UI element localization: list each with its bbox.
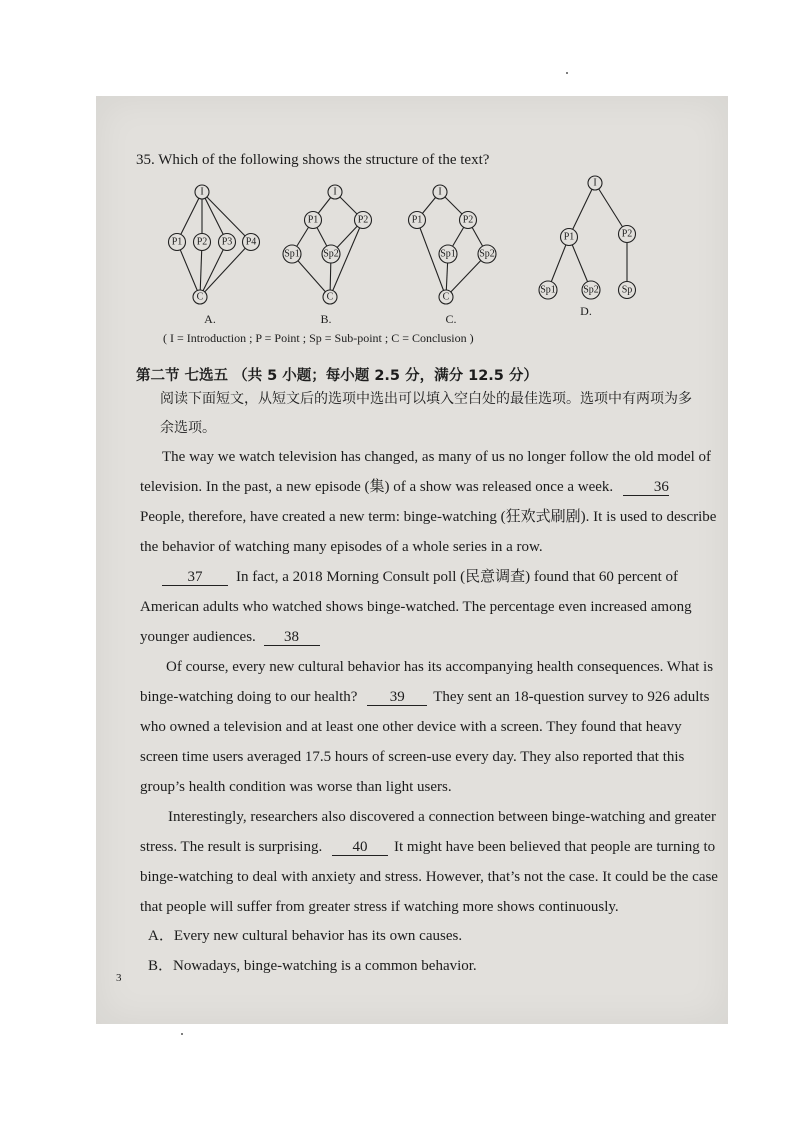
node-intro-label: I	[333, 186, 337, 198]
passage-paragraph-4	[140, 802, 718, 922]
passage-line	[140, 682, 710, 712]
passage-text: They sent an 18-question survey to 926 adults	[433, 689, 710, 705]
node-p2-label: P2	[196, 236, 208, 248]
diagram-b	[283, 185, 372, 326]
passage-line: People, therefore, have created a new term: binge-watching (狂欢式刷剧). It is used to describe	[140, 509, 717, 525]
passage-line	[140, 562, 700, 592]
passage-line: group’s health condition was worse than light users.	[140, 779, 452, 795]
passage-line: that people will suffer from greater stress if watching more shows continuously.	[140, 899, 619, 915]
node-intro-label: I	[438, 186, 442, 198]
section-heading: 第二节 七选五 （共 5 小题；每小题 2.5 分，满分 12.5 分）	[136, 368, 538, 384]
structure-diagrams-svg	[150, 170, 650, 340]
passage-text: It might have been believed that people are turning to	[393, 839, 716, 855]
diagram-c	[409, 185, 497, 326]
passage-line	[140, 622, 700, 652]
option-c-label: C.	[445, 312, 457, 326]
node-p3-label: P3	[221, 236, 233, 248]
page-number: 3	[116, 972, 122, 984]
node-p2-label: P2	[462, 214, 474, 226]
option-a-label: A.	[204, 312, 216, 326]
node-conclusion-label: C	[326, 291, 334, 303]
speck	[181, 1033, 183, 1035]
question-35-stem: 35. Which of the following shows the structure of the text?	[136, 152, 490, 168]
blank-40: 40	[332, 839, 388, 856]
blank-37: 37	[162, 569, 228, 586]
answer-option-a: A．Every new cultural behavior has its own causes.	[148, 928, 463, 944]
node-conclusion-label: C	[442, 291, 450, 303]
node-sp2-label: Sp2	[479, 248, 495, 260]
passage-text: television. In the past, a new episode (集) of a show was released once a week.	[140, 479, 614, 495]
passage-line: who owned a television and at least one other device with a screen. They found that heavy	[140, 719, 682, 735]
node-intro-label: I	[200, 186, 204, 198]
node-p1-label: P1	[411, 214, 423, 226]
passage-paragraph-3	[140, 652, 714, 802]
diagram-legend: ( I = Introduction ; P = Point ; Sp = Sub-point ; C = Conclusion )	[163, 331, 474, 345]
passage-line	[140, 472, 700, 502]
answer-option-b: B．Nowadays, binge-watching is a common behavior.	[148, 958, 477, 974]
passage-line: the behavior of watching many episodes of a whole series in a row.	[140, 539, 543, 555]
passage-paragraph-2	[140, 562, 700, 652]
node-p1-label: P1	[171, 236, 183, 248]
blank-36: 36	[623, 479, 669, 496]
node-p2-label: P2	[357, 214, 369, 226]
passage-line	[140, 832, 716, 862]
passage-line: Of course, every new cultural behavior has its accompanying health consequences. What is	[166, 659, 714, 675]
option-d-label: D.	[580, 304, 592, 318]
structure-diagrams	[150, 170, 650, 340]
blank-38: 38	[264, 629, 320, 646]
speck	[566, 72, 568, 74]
passage-line: binge-watching to deal with anxiety and stress. However, that’s not the case. It could be the case	[140, 869, 718, 885]
passage-line: American adults who watched shows binge-watched. The percentage even increased among	[140, 599, 692, 615]
passage-line: screen time users averaged 17.5 hours of screen-use every day. They also reported that this	[140, 749, 685, 765]
node-sp2-label: Sp2	[583, 284, 599, 296]
node-conclusion-label: C	[196, 291, 204, 303]
passage-text: binge-watching doing to our health?	[140, 689, 358, 705]
node-p1-label: P1	[563, 231, 575, 243]
passage-text: stress. The result is surprising.	[140, 839, 323, 855]
passage-paragraph-1	[140, 442, 717, 562]
node-p1-label: P1	[307, 214, 319, 226]
option-b-label: B.	[320, 312, 332, 326]
node-sp1-label: Sp1	[540, 284, 556, 296]
node-p2-label: P2	[621, 228, 633, 240]
passage-text: In fact, a 2018 Morning Consult poll (民意调查) found that 60 percent of	[236, 569, 679, 585]
node-sp1-label: Sp1	[440, 248, 456, 260]
passage-line: Interestingly, researchers also discovered a connection between binge-watching and greater	[168, 809, 716, 825]
passage-text: younger audiences.	[140, 629, 256, 645]
section-instruction: 阅读下面短文，从短文后的选项中选出可以填入空白处的最佳选项。选项中有两项为多余选项。	[160, 391, 692, 436]
diagram-d	[539, 176, 636, 318]
node-sp2-label: Sp2	[323, 248, 339, 260]
node-sp1-label: Sp1	[284, 248, 300, 260]
node-sp-label: Sp	[621, 284, 633, 296]
passage-line: The way we watch television has changed, as many of us no longer follow the old model of	[162, 449, 712, 465]
node-intro-label: I	[593, 177, 597, 189]
diagram-a	[169, 185, 260, 326]
blank-39: 39	[367, 689, 427, 706]
node-p4-label: P4	[245, 236, 257, 248]
